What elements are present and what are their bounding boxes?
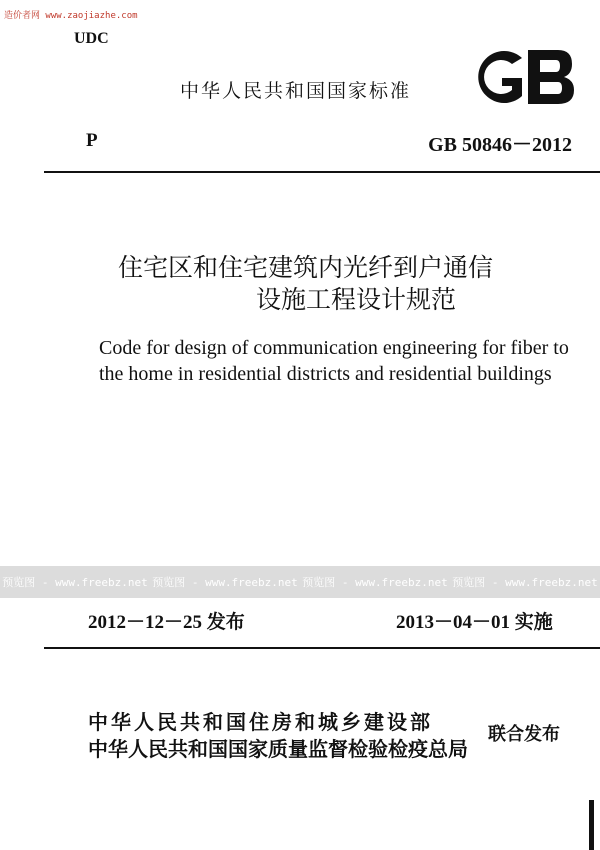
divider (44, 647, 600, 649)
watermark-top: 造价者网 www.zaojiazhe.com (4, 11, 138, 21)
standard-number: GB 50846－2012 (428, 134, 572, 156)
issuer-1: 中华人民共和国住房和城乡建设部 (88, 710, 433, 734)
gb-logo (474, 44, 576, 110)
title-cn-line1: 住宅区和住宅建筑内光纤到户通信 (118, 253, 494, 282)
issuer-2: 中华人民共和国国家质量监督检验检疫总局 (88, 737, 468, 761)
udc-label: UDC (74, 30, 109, 47)
edge-mark (589, 800, 594, 850)
effective-date: 2013－04－01 实施 (396, 612, 553, 633)
divider (44, 171, 600, 173)
watermark-text: 预览图 - www.freebz.net (452, 576, 598, 589)
national-standard-heading: 中华人民共和国国家标准 (180, 80, 412, 102)
watermark-text: 预览图 - www.freebz.net (2, 576, 148, 589)
title-en-line1: Code for design of communication engineering for fiber to (99, 337, 569, 359)
title-cn-line2: 设施工程设计规范 (256, 285, 457, 314)
watermark-text: 预览图 - www.freebz.net (302, 576, 448, 589)
watermark-band (0, 566, 600, 598)
watermark-text: 预览图 - www.freebz.net (152, 576, 298, 589)
title-en-line2: the home in residential districts and residential buildings (99, 363, 552, 385)
issue-date: 2012－12－25 发布 (88, 612, 245, 633)
category-code: P (86, 130, 98, 151)
joint-issue-label: 联合发布 (488, 724, 560, 745)
